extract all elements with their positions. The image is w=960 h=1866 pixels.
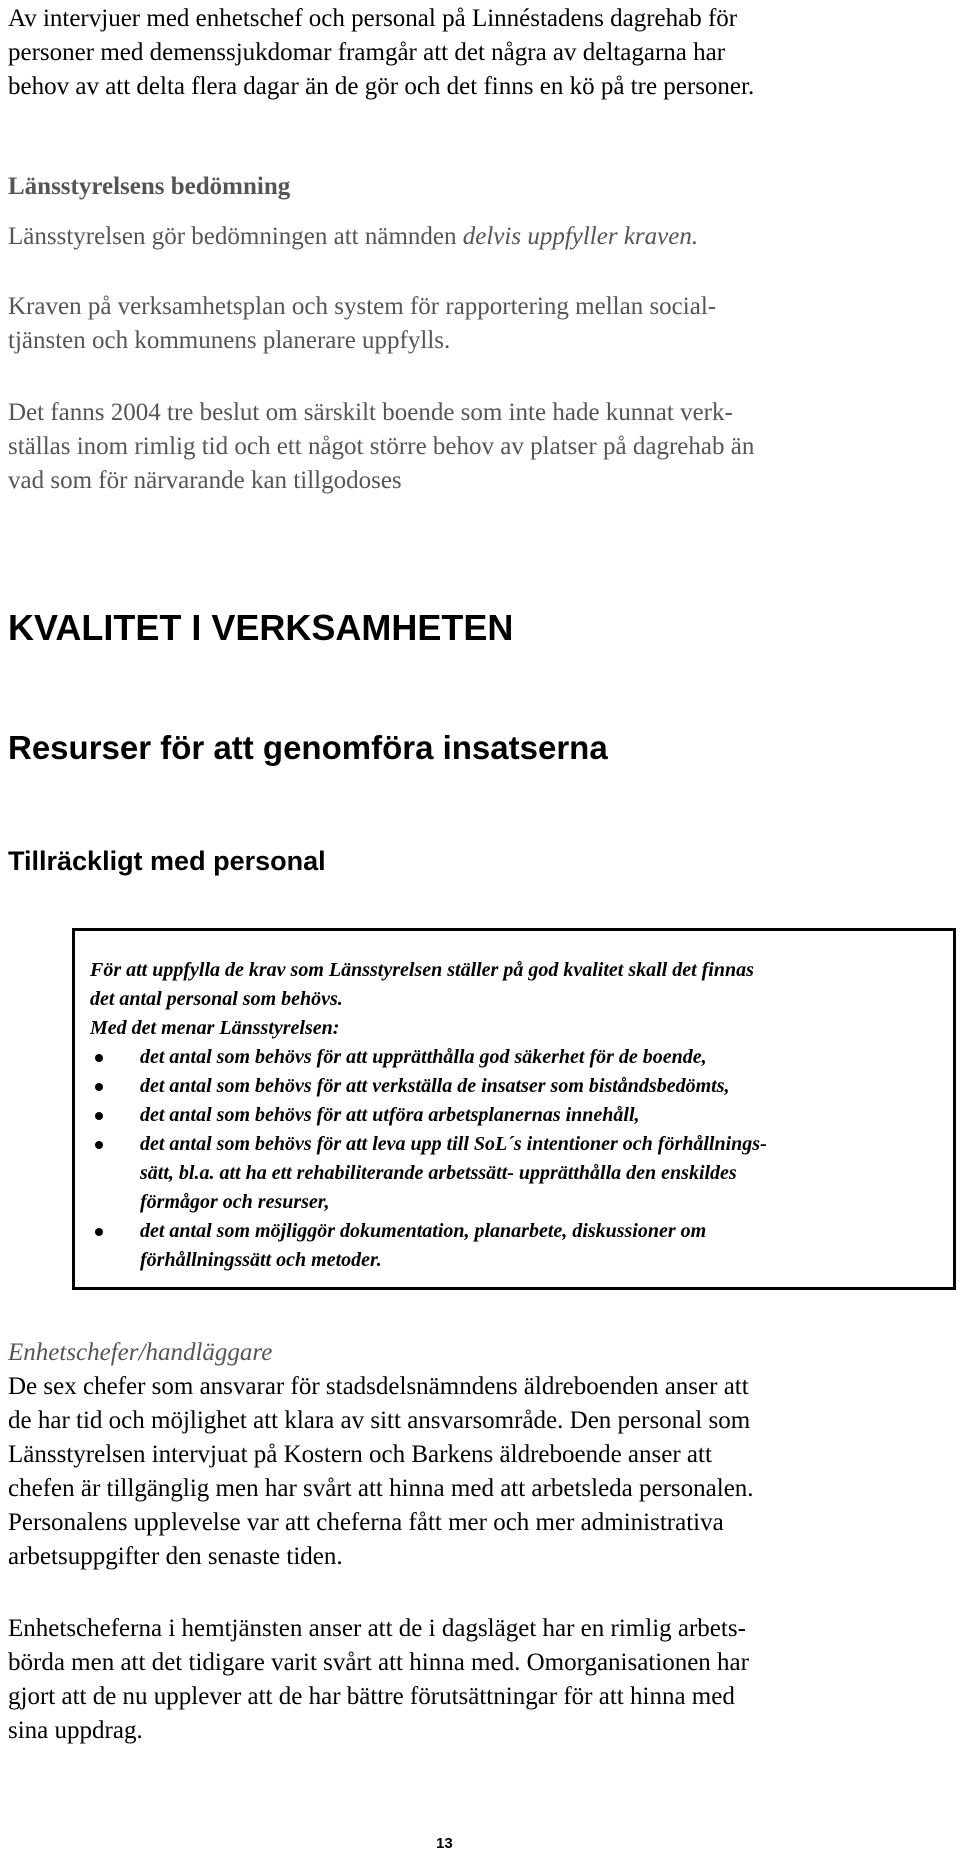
paragraph-line: börda men att det tidigare varit svårt att hinna med. Omorganisationen har bbox=[8, 1649, 749, 1676]
criteria-item-text: förhållningssätt och metoder. bbox=[140, 1249, 382, 1271]
criteria-item bbox=[90, 1217, 935, 1275]
paragraph-line: ställas inom rimlig tid och ett något större behov av platser på dagrehab än bbox=[8, 433, 755, 460]
intro-line: Av intervjuer med enhetschef och personal på Linnéstadens dagrehab för bbox=[8, 5, 738, 32]
paragraph-line: arbetsuppgifter den senaste tiden. bbox=[8, 1543, 343, 1570]
criteria-item-text: det antal som behövs för att upprätthålla god säkerhet för de boende, bbox=[140, 1046, 707, 1068]
assessment-heading: Länsstyrelsens bedömning bbox=[8, 173, 291, 200]
bullet-icon bbox=[95, 1112, 103, 1120]
page-number: 13 bbox=[436, 1835, 453, 1852]
assessment-sentence bbox=[8, 220, 698, 254]
criteria-item-text: förmågor och resurser, bbox=[140, 1191, 330, 1213]
criteria-item bbox=[90, 1043, 935, 1072]
topic-heading: Tillräckligt med personal bbox=[8, 846, 326, 876]
assessment-emphasis: delvis uppfyller kraven. bbox=[462, 223, 699, 250]
criteria-item-text: det antal som behövs för att utföra arbetsplanernas innehåll, bbox=[140, 1104, 640, 1126]
paragraph-line: chefen är tillgänglig men har svårt att hinna med att arbetsleda personalen. bbox=[8, 1475, 754, 1502]
bullet-icon bbox=[95, 1054, 103, 1062]
assessment-sentence-prefix: Länsstyrelsen gör bedömningen att nämnden bbox=[8, 223, 463, 250]
criteria-item-text: det antal som behövs för att verkställa de insatser som biståndsbedömts, bbox=[140, 1075, 730, 1097]
criteria-item-text: det antal som möjliggör dokumentation, planarbete, diskussioner om bbox=[140, 1220, 707, 1242]
bullet-icon bbox=[95, 1141, 103, 1149]
criteria-item bbox=[90, 1130, 935, 1217]
paragraph-line: Enhetscheferna i hemtjänsten anser att de i dagsläget har en rimlig arbets- bbox=[8, 1615, 746, 1642]
paragraph-line: Personalens upplevelse var att cheferna fått mer och mer administrativa bbox=[8, 1509, 724, 1536]
criteria-lead: Med det menar Länsstyrelsen: bbox=[90, 1017, 340, 1039]
managers-subheading: Enhetschefer/handläggare bbox=[8, 1339, 273, 1366]
paragraph-line: de har tid och möjlighet att klara av sitt ansvarsområde. Den personal som bbox=[8, 1407, 751, 1434]
intro-line: personer med demenssjukdomar framgår att det några av deltagarna har bbox=[8, 39, 726, 66]
criteria-item-text: det antal som behövs för att leva upp till SoL´s intentioner och förhållnings- bbox=[140, 1133, 767, 1155]
section-heading: KVALITET I VERKSAMHETEN bbox=[8, 607, 514, 648]
intro-line: behov av att delta flera dagar än de gör och det finns en kö på tre personer. bbox=[8, 73, 755, 100]
criteria-item-text: sätt, bl.a. att ha ett rehabiliterande arbetssätt- upprätthålla den enskildes bbox=[140, 1162, 737, 1184]
criteria-list bbox=[90, 1043, 935, 1275]
paragraph-line: Det fanns 2004 tre beslut om särskilt boende som inte hade kunnat verk- bbox=[8, 399, 733, 426]
subsection-heading: Resurser för att genomföra insatserna bbox=[8, 729, 608, 766]
paragraph-line: vad som för närvarande kan tillgodoses bbox=[8, 467, 402, 494]
criteria-intro-line: För att uppfylla de krav som Länsstyrelsen ställer på god kvalitet skall det finnas bbox=[90, 959, 754, 981]
paragraph-line: Kraven på verksamhetsplan och system för rapportering mellan social- bbox=[8, 293, 717, 320]
paragraph-line: De sex chefer som ansvarar för stadsdelsnämndens äldreboenden anser att bbox=[8, 1373, 749, 1400]
paragraph-line: gjort att de nu upplever att de har bättre förutsättningar för att hinna med bbox=[8, 1683, 735, 1710]
criteria-item bbox=[90, 1101, 935, 1130]
criteria-intro-line: det antal personal som behövs. bbox=[90, 988, 343, 1010]
paragraph-line: Länsstyrelsen intervjuat på Kostern och Barkens äldreboende anser att bbox=[8, 1441, 712, 1468]
bullet-icon bbox=[95, 1228, 103, 1236]
bullet-icon bbox=[95, 1083, 103, 1091]
criteria-box bbox=[72, 928, 956, 1290]
criteria-item bbox=[90, 1072, 935, 1101]
paragraph-line: sina uppdrag. bbox=[8, 1717, 143, 1744]
paragraph-line: tjänsten och kommunens planerare uppfylls. bbox=[8, 327, 451, 354]
